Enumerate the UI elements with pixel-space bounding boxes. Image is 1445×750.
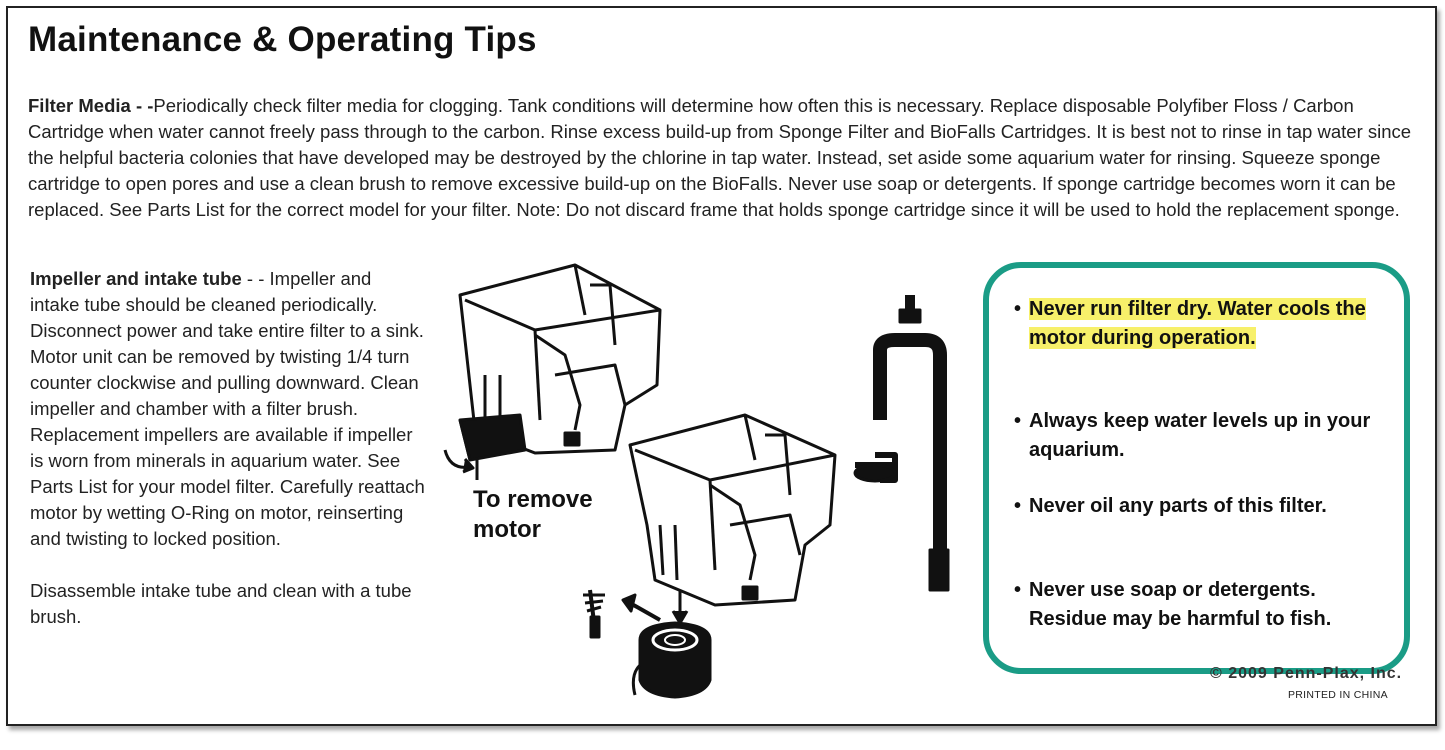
impeller-paragraph [30, 266, 425, 552]
impeller-text: - - Impeller and intake tube should be cleaned periodically. Disconnect power and take entire filter to a sink. Motor unit can be removed by twisting 1/4 turn counter clockwise and pulling downward. Clean impeller and chamber with a filter brush. Replacement impellers are available if impeller is worn from minerals in aquarium water. See Parts List for your model filter. Carefully reattach motor by wetting O-Ring on motor, reinserting and twisting to locked position. [30, 268, 425, 549]
bullet-icon: • [1014, 495, 1022, 517]
tip-item [1014, 407, 1394, 465]
printed-in-text: PRINTED IN CHINA [1288, 689, 1388, 701]
motor-block-illustration [460, 415, 525, 460]
tip-item [1014, 492, 1394, 521]
copyright-text: © 2009 Penn-Plax, Inc. [1210, 665, 1403, 682]
tip-item [1014, 295, 1394, 353]
tip-item [1014, 576, 1394, 634]
impeller-section [30, 266, 425, 656]
tip-text: Always keep water levels up in your aquarium. [1029, 410, 1371, 461]
left-arrow-icon [630, 603, 660, 620]
impeller-illustration [583, 590, 605, 637]
filter-media-text: Periodically check filter media for clogging. Tank conditions will determine how often this is necessary. Replace disposable Polyfiber Floss / Carbon Cartridge when water cannot freely pass through to the carbon. Rinse excess build-up from Sponge Filter and BioFalls Cartridges. It is best not to rinse in tap water since the helpful bacteria colonies that have developed may be destroyed by the chlorine in tap water. Instead, set aside some aquarium water for rinsing. Squeeze sponge cartridge to open pores and use a clean brush to remove excessive build-up on the BioFalls. Never use soap or detergents. If sponge cartridge becomes worn it can be replaced. See Parts List for the correct model for your filter. Note: Do not discard frame that holds sponge cartridge since it will be used to hold the replacement sponge. [28, 95, 1412, 220]
lower-filter-housing-illustration [630, 415, 835, 605]
tip-text-highlighted: Never run filter dry. Water cools the motor during operation. [1029, 298, 1366, 349]
tip-text: Never use soap or detergents. Residue may be harmful to fish. [1029, 579, 1332, 630]
impeller-heading: Impeller and intake tube [30, 268, 242, 289]
motor-unit-illustration [633, 623, 710, 697]
intake-tube-paragraph: Disassemble intake tube and clean with a tube brush. [30, 580, 412, 627]
bullet-icon: • [1014, 579, 1022, 601]
remove-motor-label: To remove motor [473, 486, 593, 543]
bullet-icon: • [1014, 410, 1022, 432]
bullet-icon: • [1014, 298, 1022, 320]
intake-tube-illustration [855, 295, 948, 590]
page-title: Maintenance & Operating Tips [28, 20, 537, 59]
tip-text: Never oil any parts of this filter. [1029, 495, 1327, 517]
filter-media-heading: Filter Media - - [28, 95, 154, 116]
filter-media-paragraph [28, 93, 1423, 223]
